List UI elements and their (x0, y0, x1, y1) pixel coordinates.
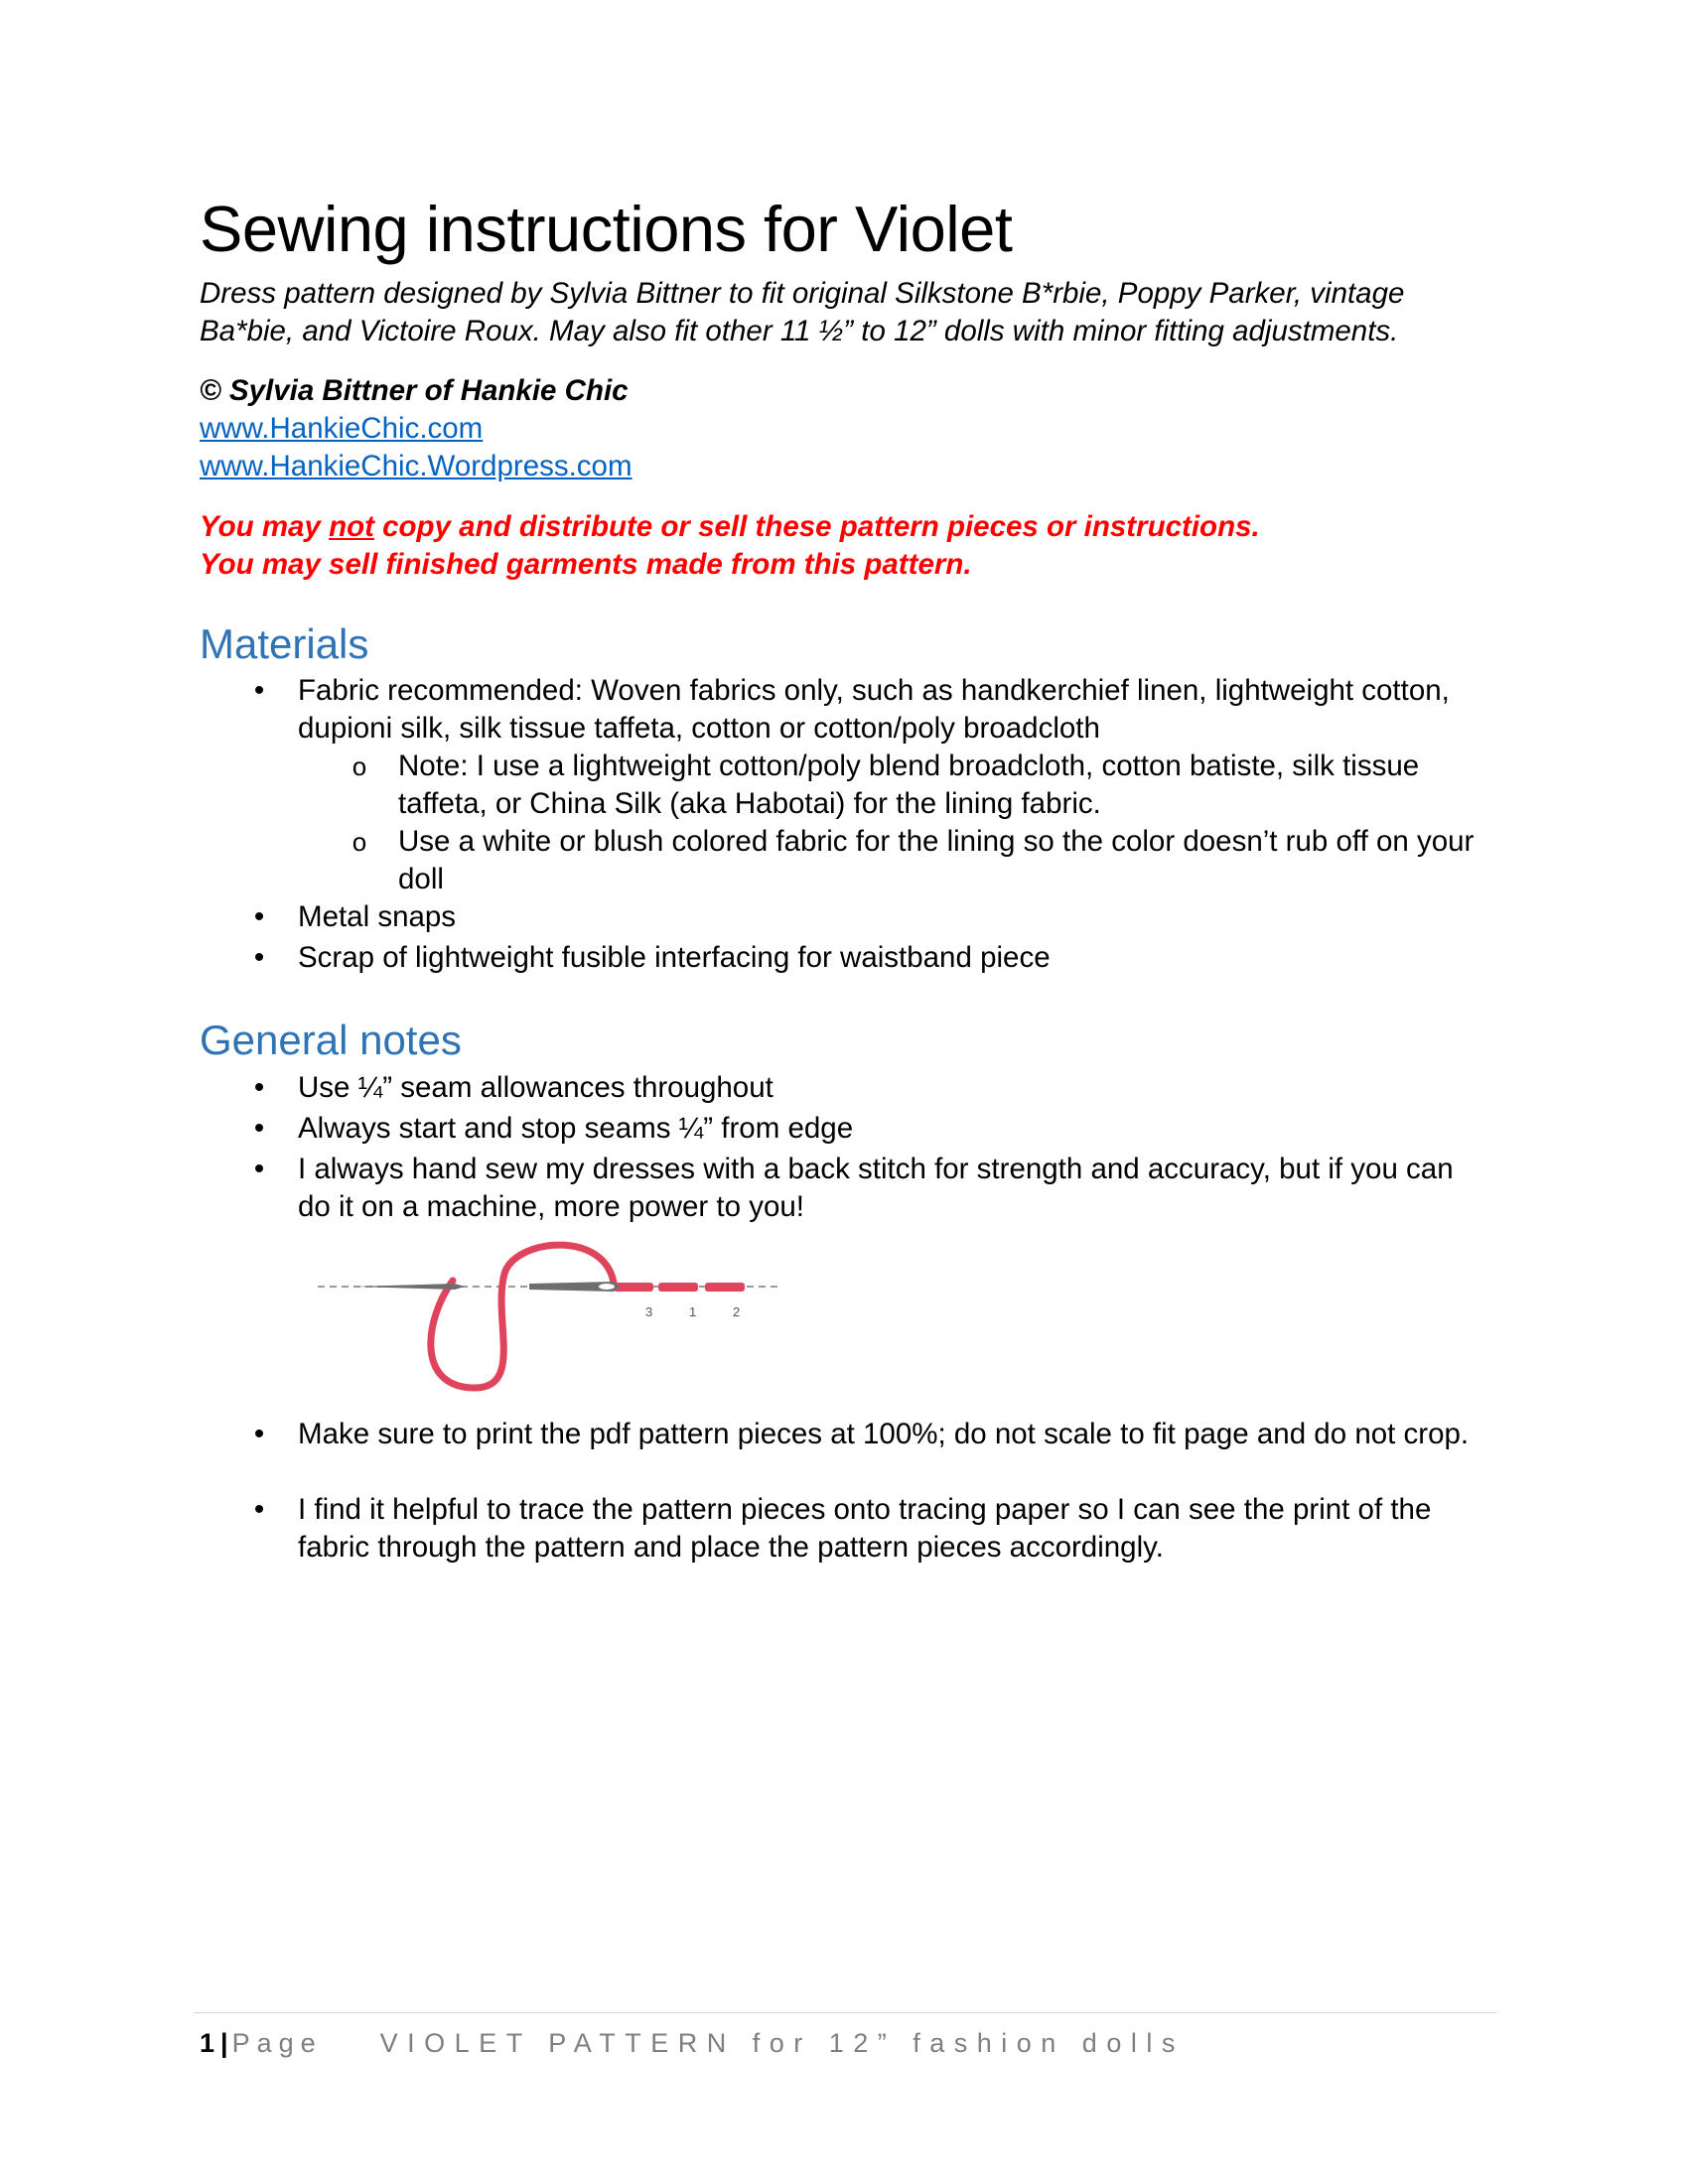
footer-doc-title: VIOLET PATTERN for 12” fashion dolls (379, 2028, 1185, 2058)
needle-eye (599, 1284, 615, 1290)
copy-warning (200, 508, 1260, 546)
copy-warning-prefix: You may (200, 510, 330, 543)
circle-bullet-icon: o (352, 751, 367, 781)
stitch-label: 3 (645, 1304, 653, 1319)
list-item-text: Make sure to print the pdf pattern pieces at 100%; do not scale to fit page and do not crop. (298, 1418, 1470, 1450)
list-item-text: Note: I use a lightweight cotton/poly blend broadcloth, cotton batiste, silk tissue taffeta, or China Silk (aka Habotai) for the lining fabric. (398, 750, 1420, 820)
page-footer (200, 2025, 1185, 2061)
link-hankiechic[interactable]: www.HankieChic.com (200, 412, 484, 445)
copy-warning-suffix: copy and distribute or sell these pattern pieces or instructions. (373, 510, 1260, 543)
copy-warning-emphasis: not (329, 510, 374, 543)
bullet-icon: • (253, 941, 265, 974)
list-item (352, 823, 1490, 898)
bullet-icon: • (253, 900, 265, 933)
stitch-segment (614, 1283, 653, 1292)
list-item (253, 939, 1489, 977)
list-item (253, 898, 1489, 936)
list-item-text: I always hand sew my dresses with a back stitch for strength and accuracy, but if you can do it on a machine, more power to you! (298, 1153, 1454, 1223)
stitch-label: 2 (733, 1304, 741, 1319)
stitch-segment (658, 1283, 698, 1292)
list-item (253, 1151, 1489, 1226)
page-title: Sewing instructions for Violet (200, 193, 1013, 265)
footer-separator: | (220, 2028, 228, 2058)
circle-bullet-icon: o (352, 827, 367, 857)
list-item-text: I find it helpful to trace the pattern pieces onto tracing paper so I can see the print of the fabric through the pattern and place the pattern pieces accordingly. (298, 1493, 1432, 1564)
bullet-icon: • (253, 674, 265, 707)
thread-loop (431, 1245, 614, 1388)
back-stitch-diagram-icon (316, 1239, 782, 1398)
list-item-text: Scrap of lightweight fusible interfacing for waistband piece (298, 941, 1051, 974)
list-item-text: Always start and stop seams ¼” from edge (298, 1112, 854, 1145)
materials-heading: Materials (200, 620, 369, 667)
bullet-icon: • (253, 1071, 265, 1104)
list-item (352, 748, 1490, 823)
copyright: © Sylvia Bittner of Hankie Chic (200, 374, 629, 407)
link-hankiechic-wordpress[interactable]: www.HankieChic.Wordpress.com (200, 450, 633, 482)
list-item (253, 1110, 1489, 1148)
stitch-label: 1 (689, 1304, 697, 1319)
footer-divider (194, 2012, 1496, 2013)
bullet-icon: • (253, 1112, 265, 1145)
needle-tip (355, 1284, 465, 1290)
list-item-text: Use a white or blush colored fabric for the lining so the color doesn’t rub off on your doll (398, 825, 1475, 895)
list-item (253, 1491, 1489, 1567)
subtitle: Dress pattern designed by Sylvia Bittner to fit original Silkstone B*rbie, Poppy Parker, vintage Ba*bie, and Victoire Roux. May also fit other 11 ½” to 12” dolls with minor fitting adjustments. (200, 277, 1405, 347)
sell-notice: You may sell finished garments made from this pattern. (200, 548, 972, 581)
list-item (253, 1416, 1489, 1453)
list-item-text: Use ¼” seam allowances throughout (298, 1071, 774, 1104)
bullet-icon: • (253, 1418, 265, 1450)
list-item-text: Fabric recommended: Woven fabrics only, such as handkerchief linen, lightweight cotton, dupioni silk, silk tissue taffeta, cotton or cotton/poly broadcloth (298, 674, 1450, 745)
bullet-icon: • (253, 1153, 265, 1185)
page-label: Page (231, 2028, 323, 2058)
stitch-segment (705, 1283, 745, 1292)
list-item-text: Metal snaps (298, 900, 457, 933)
page-number: 1 (200, 2028, 215, 2058)
list-item (253, 672, 1489, 748)
list-item (253, 1069, 1489, 1107)
bullet-icon: • (253, 1493, 265, 1526)
general-notes-heading: General notes (200, 1017, 462, 1063)
